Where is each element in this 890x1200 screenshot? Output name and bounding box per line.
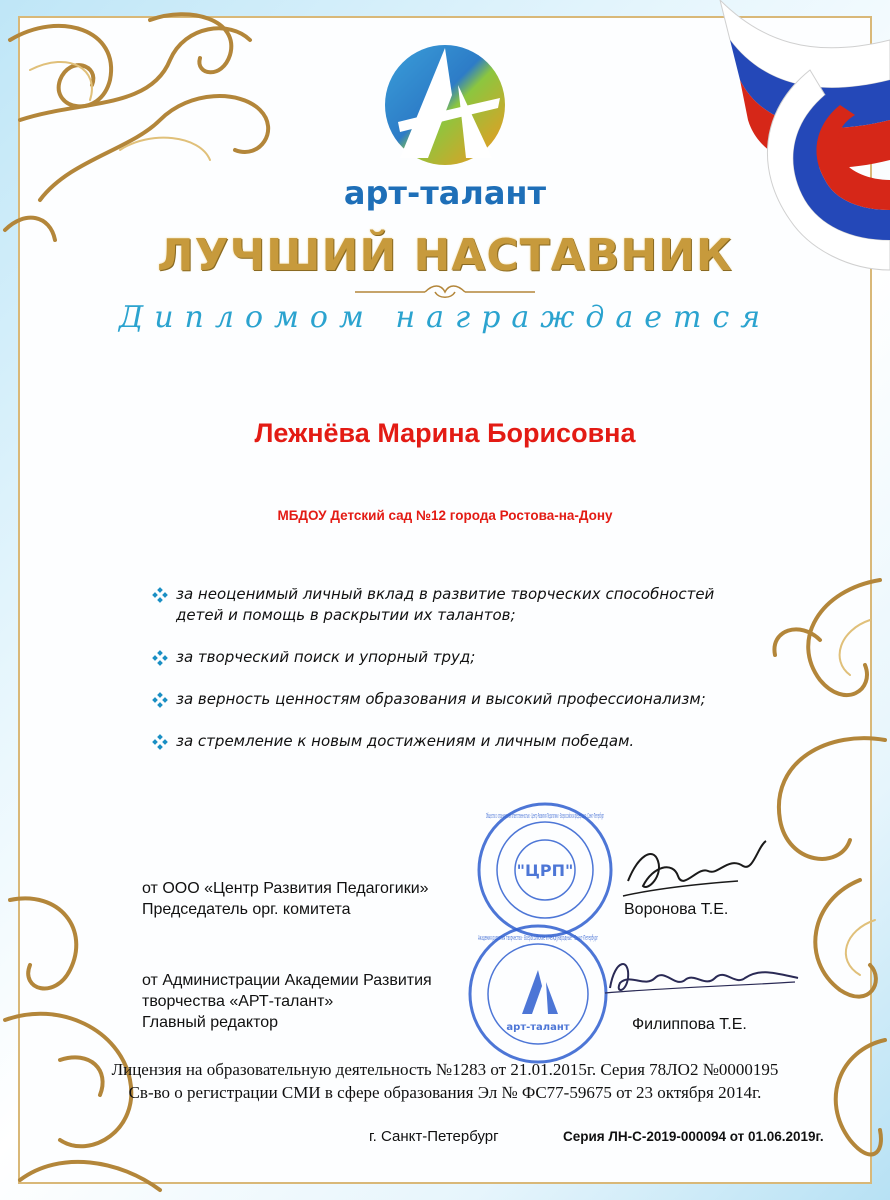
license-info [0, 1058, 890, 1104]
signatory-2-role: Главный редактор [142, 1014, 279, 1031]
signatory-1-org: от ООО «Центр Развития Педагогики» [142, 880, 429, 897]
recipient-name: Лежнёва Марина Борисовна [254, 418, 636, 448]
signatory-2-block [142, 970, 432, 1033]
signatory-1-name: Воронова Т.Е. [624, 901, 729, 918]
stamp1-center-text: "ЦРП" [516, 861, 574, 880]
license-line-2: Св-во о регистрации СМИ в сфере образования Эл № ФС77-59675 от 23 октября 2014г. [128, 1083, 762, 1102]
diamond-bullet-icon [152, 734, 168, 750]
art-talant-stamp-icon [466, 922, 611, 1067]
diamond-bullet-icon [152, 587, 168, 603]
reason-text: за верность ценностям образования и высокий профессионализм; [176, 690, 706, 708]
signatory-2-org-line1: от Администрации Академии Развития [142, 972, 432, 989]
diamond-bullet-icon [152, 650, 168, 666]
signature-filippova-icon [600, 948, 800, 1008]
stamp2-center-text: арт-талант [506, 1022, 570, 1033]
diamond-bullet-icon [152, 692, 168, 708]
signature-voronova-icon [618, 836, 768, 906]
signatory-1-role: Председатель орг. комитета [142, 901, 351, 918]
stamp1-ring-text: Общество с ограниченной ответственностью · Центр Развития Педагогики · Всероссийская федерация · Санкт-Петербург [486, 812, 605, 820]
list-item [152, 731, 742, 752]
signatory-2-name: Филиппова Т.Е. [632, 1016, 747, 1033]
reason-text: за творческий поиск и упорный труд; [176, 648, 476, 666]
stamp2-ring-text: Академия развития творчества · Всероссийские и Международные · Санкт-Петербург [478, 934, 599, 942]
signatory-2-org-line2: творчества «АРТ-талант» [142, 993, 334, 1010]
certificate-title: ЛУЧШИЙ НАСТАВНИК [157, 230, 733, 281]
art-talant-logo-icon [380, 40, 510, 170]
list-item [152, 584, 742, 626]
brand-name: арт-талант [343, 174, 547, 212]
certificate-subtitle: Дипломом награждается [118, 300, 772, 335]
license-line-1: Лицензия на образовательную деятельность №1283 от 21.01.2015г. Серия 78ЛО2 №0000195 [111, 1060, 779, 1079]
recipient-organization: МБДОУ Детский сад №12 города Ростова-на-Дону [277, 508, 613, 523]
signatory-1-block [142, 878, 429, 920]
series-number: Серия ЛН-С-2019-000094 от 01.06.2019г. [563, 1129, 824, 1144]
crp-stamp-icon [475, 800, 615, 940]
reason-text: за неоценимый личный вклад в развитие творческих способностей детей и помощь в раскрытии их талантов; [176, 585, 715, 624]
reasons-list [152, 584, 742, 752]
reason-text: за стремление к новым достижениям и личным победам. [176, 732, 635, 750]
gold-divider-ornament-icon [355, 282, 535, 302]
city-label: г. Санкт-Петербург [369, 1128, 499, 1145]
list-item [152, 689, 742, 710]
list-item [152, 647, 742, 668]
